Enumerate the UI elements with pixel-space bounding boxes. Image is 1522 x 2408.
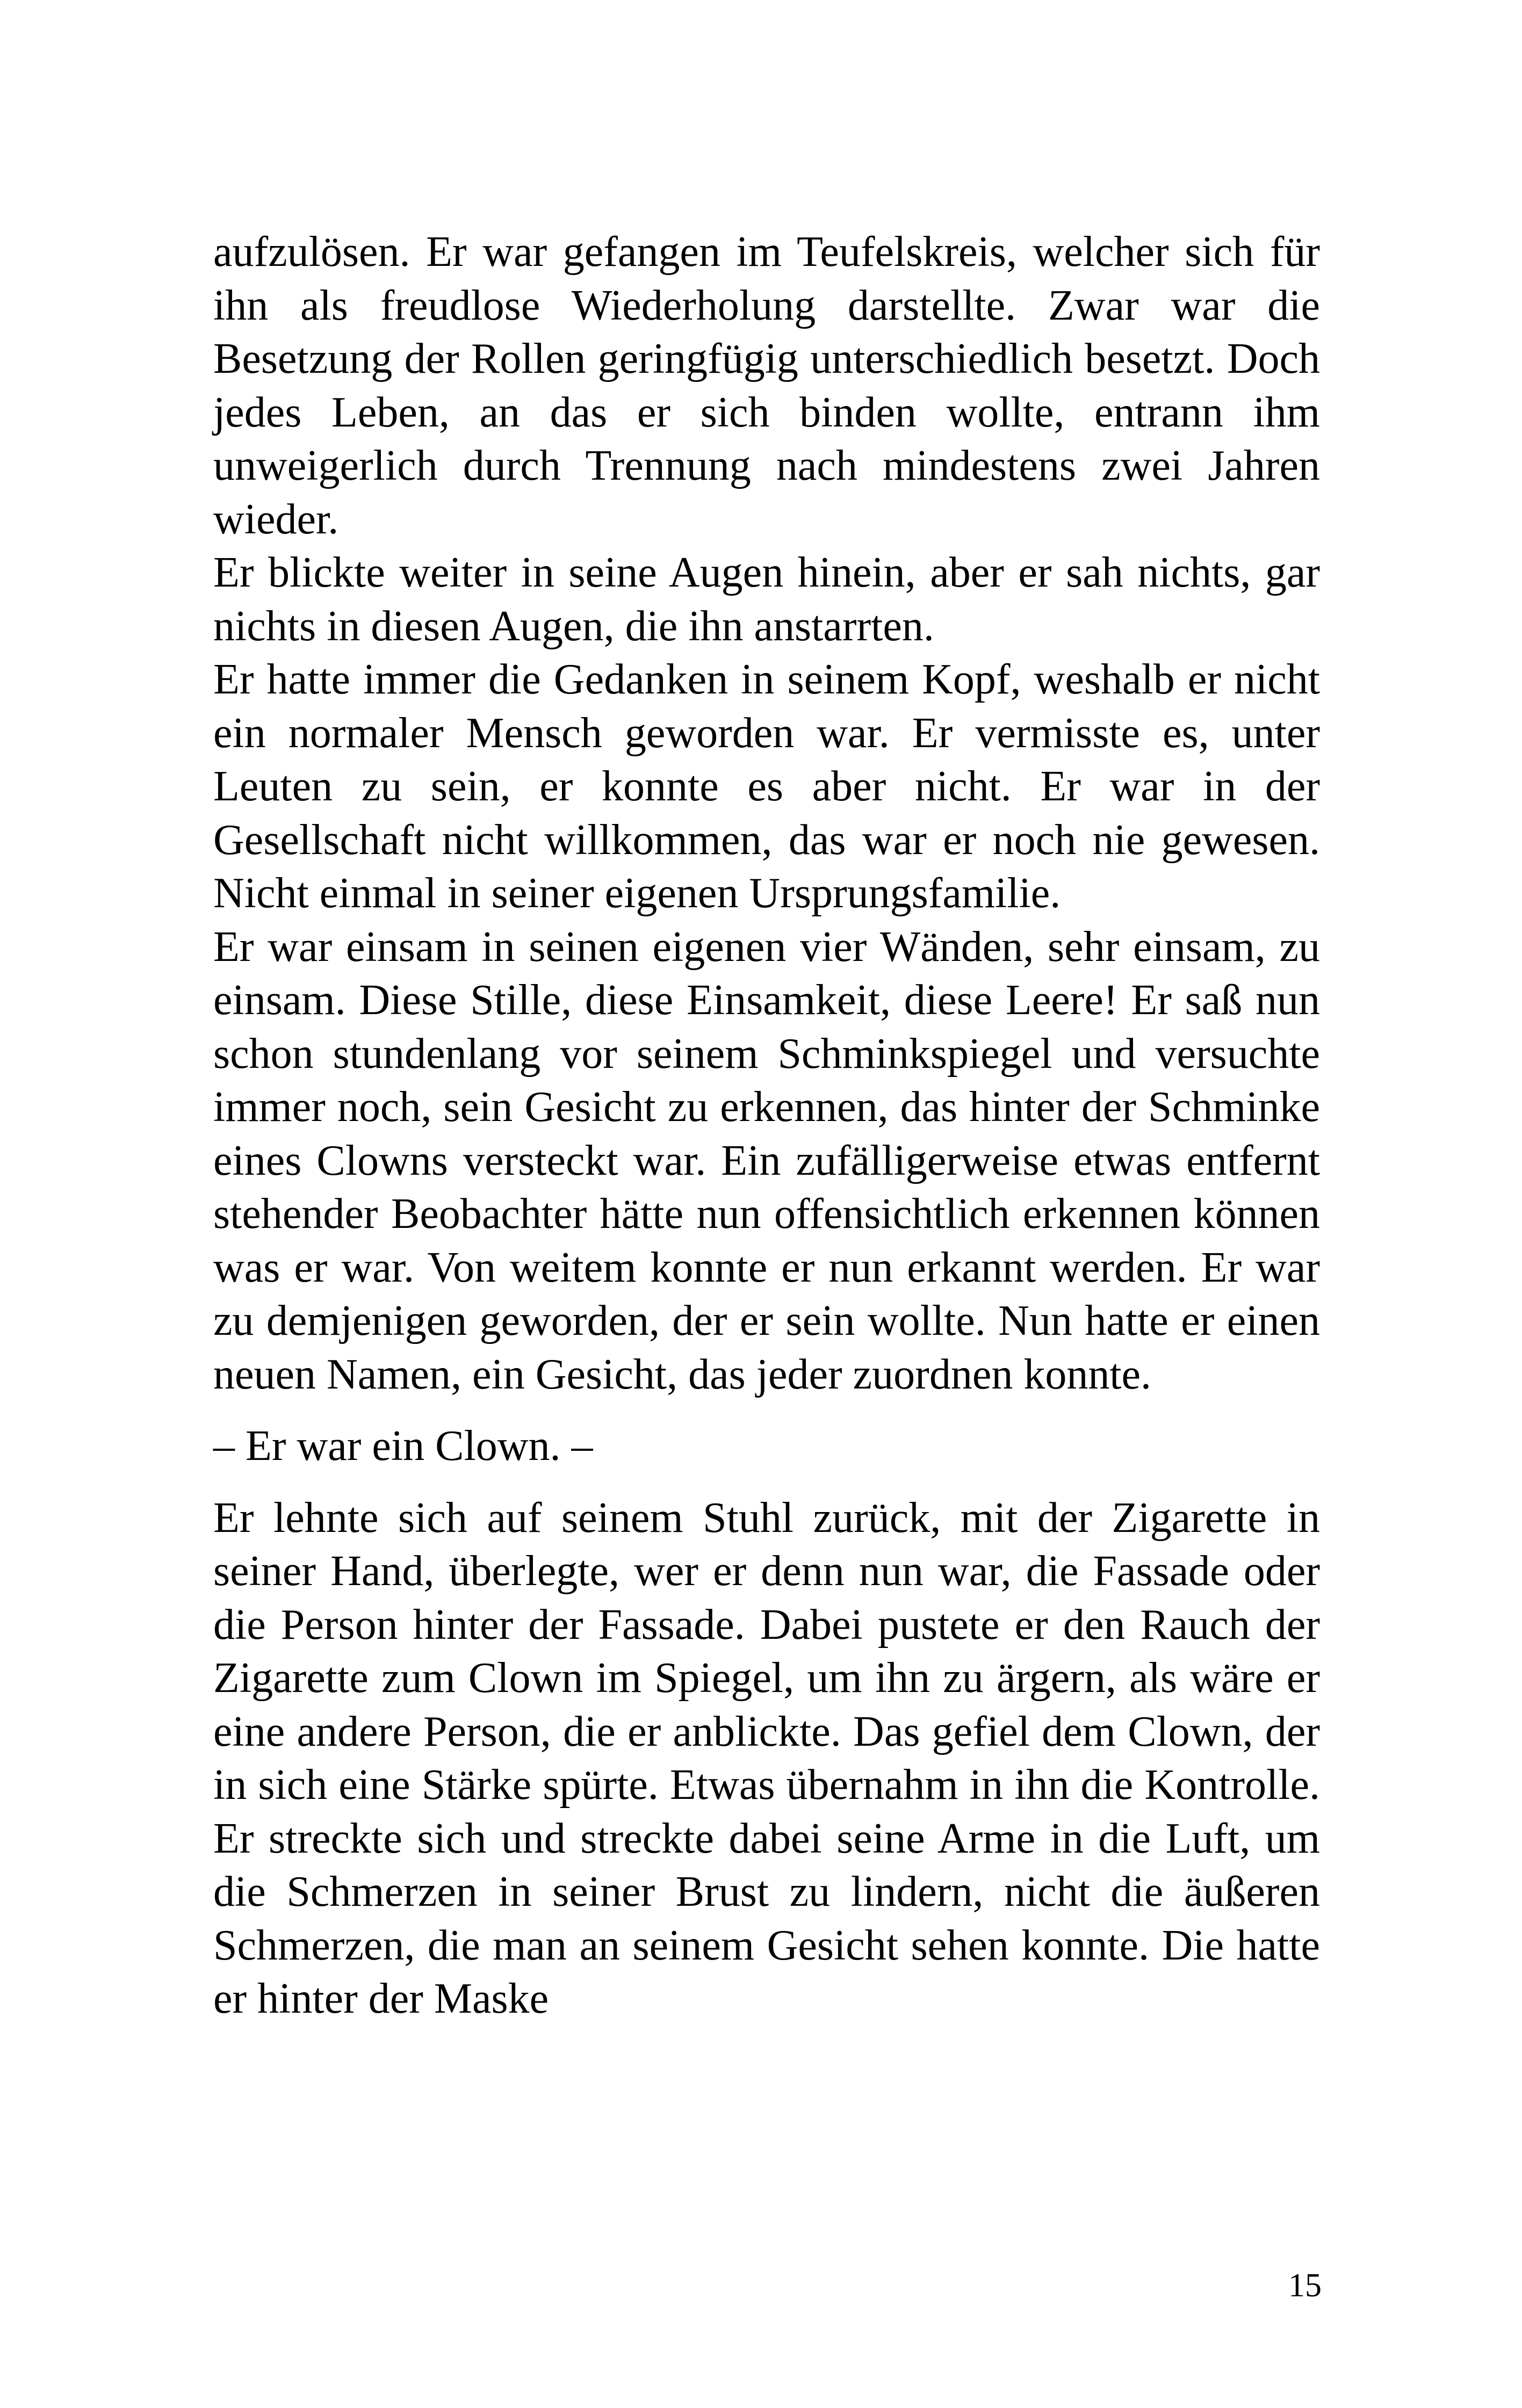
- paragraph-1: aufzulösen. Er war gefangen im Teufelskreis, welcher sich für ihn als freudlose Wiederholung darstellte. Zwar war die Besetzung der Rollen geringfügig unterschiedlich besetzt. Doch jedes Leben, an das er sich binden wollte, entrann ihm unweigerlich durch Trennung nach mindestens zwei Jahren wieder.: [213, 228, 1320, 543]
- paragraph-clown-line: – Er war ein Clown. –: [213, 1422, 593, 1470]
- paragraph-4: Er war einsam in seinen eigenen vier Wänden, sehr einsam, zu einsam. Diese Stille, diese Einsamkeit, diese Leere! Er saß nun schon stundenlang vor seinem Schminkspiegel und versuchte immer noch, sein Gesicht zu erkennen, das hinter der Schminke eines Clowns versteckt war. Ein zufälligerweise etwas entfernt stehender Beobachter hätte nun offensichtlich erkennen können was er war. Von weitem konnte er nun erkannt werden. Er war zu demjenigen geworden, der er sein wollte. Nun hatte er einen neuen Namen, ein Gesicht, das jeder zuordnen konnte.: [213, 923, 1320, 1398]
- paragraph-6: Er lehnte sich auf seinem Stuhl zurück, mit der Zigarette in seiner Hand, überlegte, wer er denn nun war, die Fassade oder die Person hinter der Fassade. Dabei pustete er den Rauch der Zigarette zum Clown im Spiegel, um ihn zu ärgern, als wäre er eine andere Person, die er anblickte. Das gefiel dem Clown, der in sich eine Stärke spürte. Etwas übernahm in ihn die Kontrolle. Er streckte sich und streckte dabei seine Arme in die Luft, um die Schmerzen in seiner Brust zu lindern, nicht die äußeren Schmerzen, die man an seinem Gesicht sehen konnte. Die hatte er hinter der Maske: [213, 1494, 1320, 2022]
- page-number: 15: [1288, 2267, 1322, 2304]
- paragraph-3: Er hatte immer die Gedanken in seinem Kopf, weshalb er nicht ein normaler Mensch geworden war. Er vermisste es, unter Leuten zu sein, er konnte es aber nicht. Er war in der Gesellschaft nicht willkommen, das war er noch nie gewesen. Nicht einmal in seiner eigenen Ursprungsfamilie.: [213, 656, 1320, 917]
- paragraph-2: Er blickte weiter in seine Augen hinein, aber er sah nichts, gar nichts in diesen Augen, die ihn anstarrten.: [213, 549, 1320, 650]
- body-text: [213, 226, 1320, 2026]
